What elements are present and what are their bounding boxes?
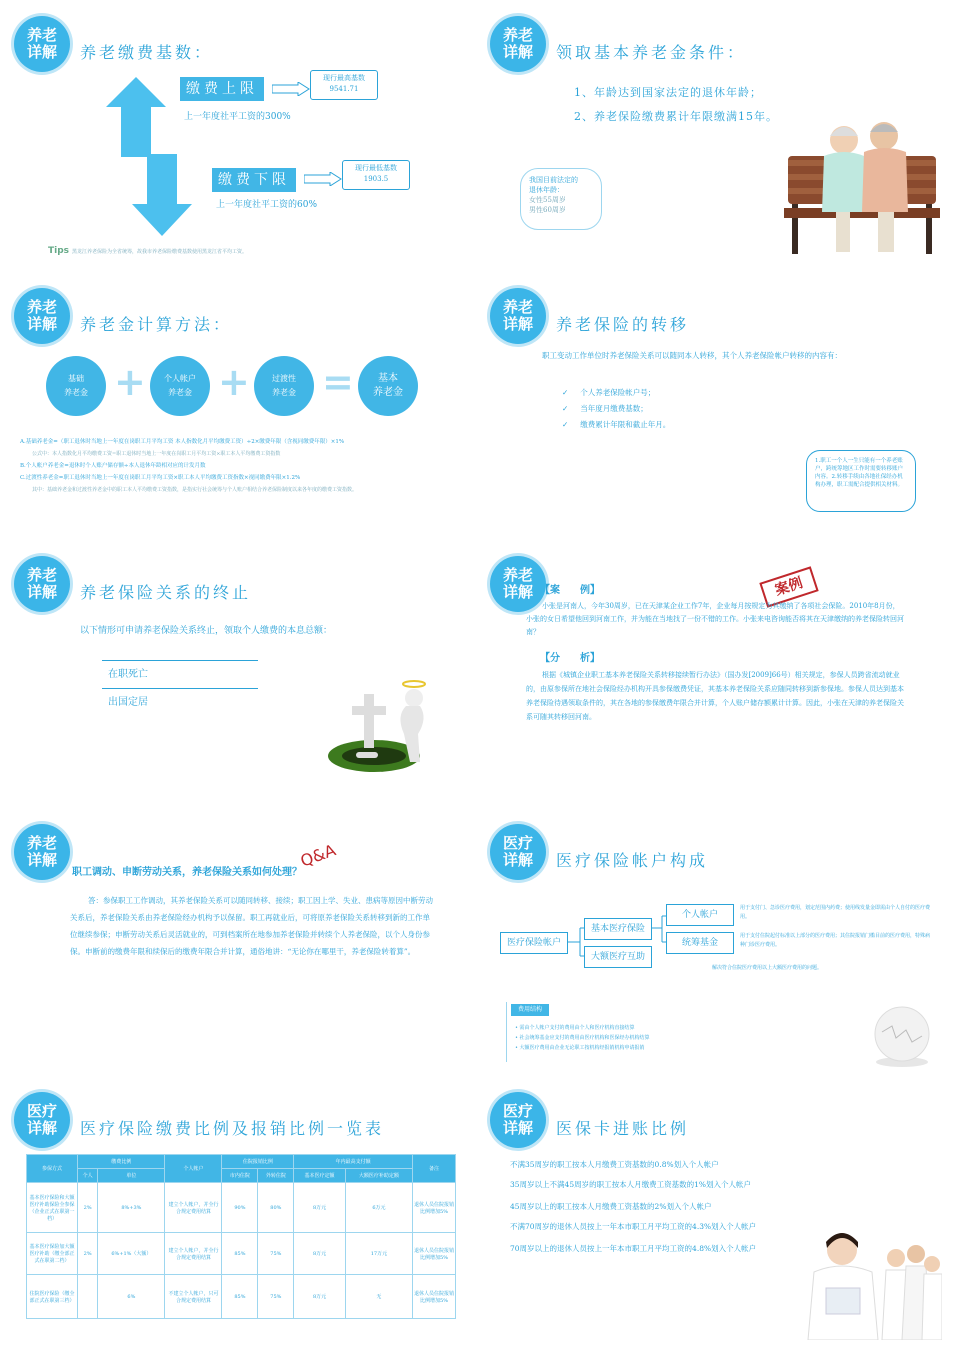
table-subheader: 基本医疗定额: [294, 1169, 346, 1183]
item-text: 当年度月缴费基数；: [580, 404, 648, 413]
circle-line-2: 养老金: [373, 387, 403, 398]
condition-2: 2、养老保险缴费累计年限缴满15年。: [574, 110, 778, 123]
slide-title: 医疗保险缴费比例及报销比例一览表: [80, 1119, 385, 1138]
medical-staff-image: [792, 1228, 942, 1340]
pension-badge: [490, 16, 546, 72]
table-cell: 80%: [258, 1183, 294, 1233]
circle-line-2: 养老金: [168, 388, 192, 397]
table-subheader-row: [27, 1169, 456, 1183]
table-cell: 不建立个人帐户，只可合规定费用结算: [165, 1275, 222, 1319]
badge-line-2: 详解: [26, 43, 57, 61]
table-cell: 退休人员住院报销比例增加5%: [413, 1275, 456, 1319]
item-text: 缴费累计年限和截止年月。: [580, 420, 671, 429]
badge-line-2: 详解: [502, 583, 533, 601]
ratio-line-5: 70周岁以上的退休人员按上一年本市职工月平均工资的4.8%划入个人帐户: [510, 1244, 757, 1253]
up-arrow-icon: [106, 77, 166, 157]
formula-a-note: 公式中：本人指数化月平均缴费工资=职工退休时当地上一年度在岗职工月平均工资×职工本人平均缴费工资指数: [32, 451, 281, 457]
formula-c: C.过渡性养老金=职工退休时当地上一年度在岗职工月平均工资×职工本人平均缴费工资指数×视同缴费年限×1.2%: [20, 475, 301, 481]
badge-line-2: 详解: [26, 851, 57, 869]
table-header: 参保方式: [27, 1155, 78, 1183]
badge-line-1: 养老: [26, 298, 57, 316]
usage-item-2: • 社会统筹基金应支付的费用由医疗机构和医保经办机构结算: [515, 1035, 650, 1041]
lower-desc: 上一年度社平工资的60%: [216, 200, 318, 210]
circle-line-1: 个人帐户: [164, 374, 196, 383]
transfer-note-bubble: 1.职工一个人一生只能有一个养老账户，跨统筹地区工作时需要转移账户内容。2.转移手续由各地社保经办机构办理，职工需配合提供相关材料。: [806, 450, 916, 512]
divider-line: [102, 660, 258, 661]
termination-item-2: 出国定居: [108, 697, 148, 708]
check-icon: ✓: [562, 420, 569, 429]
table-cell: 2%: [78, 1183, 98, 1233]
slide-medical-card-ratio: [486, 1088, 946, 1342]
note-line-1: 我国目前法定的: [529, 176, 578, 184]
case-text: 小张是河南人，今年30周岁，已在天津某企业工作7年，企业每月按规定为其缴纳了各项社会保险。2010年8月份，小张的女日希望他回到河南工作，并为能在当地找了一份不错的工作。小张来电咨询能否将其在天津缴纳的养老保险转回河南？: [526, 602, 904, 636]
slide-title: 养老保险关系的终止: [80, 583, 252, 602]
pension-badge: [490, 288, 546, 344]
personal-account-desc: 用于支付门、急诊医疗费用，划定范围内药费；使用线发量金即需由个人自付的医疗费用。: [740, 905, 931, 920]
termination-intro: 以下情形可申请养老保险关系终止，领取个人缴费的本息总额：: [80, 626, 333, 636]
note-line-2: 退休年龄：: [529, 186, 564, 194]
badge-line-2: 详解: [502, 1119, 533, 1137]
down-arrow-icon: [132, 154, 192, 236]
badge-line-1: 养老: [26, 26, 57, 44]
circle-line-2: 养老金: [64, 388, 88, 397]
qa-answer: 答：参保职工工作调动，其养老保险关系可以随同转移、接续；职工因上学、失业、患病等原因中断劳动关系后，养老保险关系由养老保险经办机构予以保留。职工再就业后，可将原养老保险关系转移到新的工作单位继续参保；申断劳动关系后灵活就业的，可到档案所在地参加养老保险并转续个人养老保险，以个人身份参保。申断前的缴费年限和续保后的缴费年限合并计算，通俗地讲：“无论你在哪里干，养老保险转着算”。: [70, 896, 433, 956]
check-icon: ✓: [562, 388, 569, 397]
pooling-fund-node: 统筹基金: [666, 932, 734, 954]
table-cell: 基本医疗保险加大额医疗补助（缴全部正式在职第二档）: [27, 1233, 78, 1275]
transfer-intro: 职工变动工作单位时养老保险关系可以随同本人转移，其个人养老保险帐户转移的内容有：: [542, 351, 842, 360]
badge-line-1: 养老: [502, 298, 533, 316]
badge-line-2: 详解: [26, 1119, 57, 1137]
retirement-age-note: [520, 168, 602, 230]
slide-pension-termination: [10, 552, 470, 806]
table-subheader: 单位: [98, 1169, 165, 1183]
slide-title: 医疗保险帐户构成: [556, 851, 709, 870]
badge-line-2: 详解: [502, 43, 533, 61]
basic-pension-circle: [46, 356, 106, 416]
right-arrow-icon: [304, 172, 342, 186]
personal-account-circle: [150, 356, 210, 416]
medical-badge: [490, 1092, 546, 1148]
table-cell: 6万元: [345, 1183, 412, 1233]
equals-sign: =: [322, 360, 354, 404]
table-cell: 17万元: [345, 1233, 412, 1275]
table-row: [27, 1275, 456, 1319]
ratio-line-1: 不满35周岁的职工按本人月缴费工资基数的0.8%划入个人帐户: [510, 1160, 719, 1169]
basic-medical-node: 基本医疗保险: [584, 918, 652, 940]
table-subheader: 个人: [78, 1169, 98, 1183]
table-cell: 8万元: [294, 1233, 346, 1275]
slide-pension-transfer: [486, 284, 946, 538]
table-header: 年内最高支付额: [294, 1155, 413, 1169]
pension-badge: [14, 824, 70, 880]
table-cell: 基本医疗保险和大额医疗补助保险全参保（企业正式在职第一档）: [27, 1183, 78, 1233]
slide-medical-rates-table: [10, 1088, 470, 1342]
lower-box-label: 现行最低基数: [355, 164, 397, 172]
qa-question: 职工调动、申断劳动关系，养老保险关系如何处理？: [72, 867, 302, 878]
table-cell: 退休人员住院报销比例增加5%: [413, 1233, 456, 1275]
slide-pension-conditions: [486, 12, 946, 266]
medical-rates-table: [26, 1154, 456, 1319]
table-cell: [78, 1275, 98, 1319]
transitional-pension-circle: [254, 356, 314, 416]
termination-item-1: 在职死亡: [108, 669, 148, 680]
formula-a: A.基础养老金=（职工退休时当地上一年度在岗职工月平均工资 本人指数化月平均缴费工资）÷2×缴费年限（含视同缴费年限）×1%: [20, 439, 345, 445]
circle-line-1: 过渡性: [272, 374, 296, 383]
table-cell: 90%: [222, 1183, 258, 1233]
upper-box-value: 9541.71: [329, 85, 359, 93]
table-row: [27, 1183, 456, 1233]
note-line-4: 男性60周岁: [529, 206, 566, 214]
major-medical-node: 大额医疗互助: [584, 946, 652, 968]
table-cell: 8万元: [294, 1275, 346, 1319]
check-icon: ✓: [562, 404, 569, 413]
usage-item-3: • 大额医疗费用由企业无论职工按机构经报销机构申请报销: [515, 1045, 645, 1051]
major-medical-desc: 解决符合住院医疗费用以上大额医疗费用的问题。: [712, 965, 823, 971]
note-line-3: 女性55周岁: [529, 196, 566, 204]
ratio-line-2: 35周岁以上不满45周岁的职工按本人月缴费工资基数的1%划入个人帐户: [510, 1180, 751, 1189]
table-cell: 住院医疗保险（缴全部正式在职第三档）: [27, 1275, 78, 1319]
table-cell: 建立个人帐户，并全行合规定费用结算: [165, 1233, 222, 1275]
upper-desc: 上一年度社平工资的300%: [184, 112, 291, 122]
badge-line-1: 养老: [26, 566, 57, 584]
ratio-line-4: 不满70周岁的退休人员按上一年本市职工月平均工资的4.3%划入个人帐户: [510, 1222, 757, 1231]
table-cell: 6%: [98, 1275, 165, 1319]
case-label: 【案 例】: [540, 585, 600, 596]
pension-badge: [14, 288, 70, 344]
table-row: [27, 1233, 456, 1275]
usage-item-text: 大额医疗费用由企业无论职工按机构经报销机构申请报销: [519, 1045, 645, 1051]
plus-sign: +: [218, 360, 250, 404]
table-cell: 6%+1%（大额）: [98, 1233, 165, 1275]
pension-badge: [14, 16, 70, 72]
grave-figure-image: [326, 672, 452, 788]
table-cell: 75%: [258, 1233, 294, 1275]
badge-line-1: 医疗: [26, 1102, 57, 1120]
slide-title: 养老金计算方法：: [80, 315, 233, 334]
upper-box-label: 现行最高基数: [323, 74, 365, 82]
lower-limit-box: [342, 160, 410, 190]
divider-line: [102, 688, 258, 689]
table-header: 个人帐户: [165, 1155, 222, 1183]
table-header: 住院报销比例: [222, 1155, 294, 1169]
slide-pension-base: [10, 12, 470, 266]
formula-c-note: 其中：基础养老金和过渡性养老金中的职工本人平均缴费工资指数，是指实行社会统筹与个人账户相结合养老保险制度以来各年度的缴费工资指数。: [32, 487, 358, 493]
case-stamp: 案例: [759, 566, 818, 607]
table-cell: 75%: [258, 1275, 294, 1319]
slide-title: 领取基本养老金条件：: [556, 43, 747, 62]
circle-line-1: 基础: [68, 374, 84, 383]
table-cell: 2%: [78, 1233, 98, 1275]
medical-badge: [14, 1092, 70, 1148]
table-header: 缴费比例: [78, 1155, 165, 1169]
transfer-item-2: [562, 402, 648, 416]
badge-line-1: 养老: [26, 834, 57, 852]
table-cell: 无: [345, 1275, 412, 1319]
usage-item-1: • 需由个人帐户支付的费用由个人和医疗机构直接结算: [515, 1025, 635, 1031]
usage-item-text: 需由个人帐户支付的费用由个人和医疗机构直接结算: [519, 1025, 635, 1031]
circle-line-2: 养老金: [272, 388, 296, 397]
formula-b: B.个人帐户养老金=退休时个人账户储存额÷本人退休年龄相对应的计发月数: [20, 463, 206, 469]
tips-text: 黑龙江养老保险为全省统筹，故我市养老保险缴费基数使用黑龙江省平均工资。: [72, 249, 248, 255]
table-cell: 退休人员住院报销比例增加5%: [413, 1183, 456, 1233]
slide-title: 养老保险的转移: [556, 315, 690, 334]
table-cell: 8万元: [294, 1183, 346, 1233]
tips-label: Tips: [48, 246, 70, 256]
item-text: 个人养老保险帐户号；: [580, 388, 656, 397]
qa-mark: Q&A: [297, 840, 339, 871]
badge-line-2: 详解: [502, 851, 533, 869]
total-pension-circle: [358, 356, 418, 416]
pooling-fund-desc: 用于支付住院起付标准以上部分的医疗费用；其住院报销门槛目前的医疗费用，特殊病种门诊医疗费用。: [740, 933, 931, 948]
slide-case-study: [486, 552, 946, 806]
slide-title: 养老缴费基数：: [80, 43, 214, 62]
badge-line-2: 详解: [26, 583, 57, 601]
table-cell: 建立个人帐户，并全行合规定费用结算: [165, 1183, 222, 1233]
lower-box-value: 1903.5: [363, 175, 389, 183]
transfer-item-1: [562, 386, 655, 400]
slide-qa: [10, 820, 470, 1074]
condition-1: 1、年龄达到国家法定的退休年龄；: [574, 86, 762, 99]
table-subheader: 外转住院: [258, 1169, 294, 1183]
transfer-item-3: [562, 418, 670, 432]
badge-line-1: 医疗: [502, 834, 533, 852]
usage-label: 费用结构: [511, 1004, 549, 1016]
badge-line-2: 详解: [26, 315, 57, 333]
lower-limit-label: 缴费下限: [212, 168, 296, 192]
table-header-row: [27, 1155, 456, 1169]
medical-account-root: 医疗保险帐户: [500, 932, 568, 954]
slide-pension-calculation: [10, 284, 470, 538]
badge-line-2: 详解: [502, 315, 533, 333]
analysis-label: 【分 析】: [540, 653, 600, 664]
badge-line-1: 养老: [502, 566, 533, 584]
elderly-couple-image: [782, 116, 942, 264]
upper-limit-box: [310, 70, 378, 100]
pension-badge: [14, 556, 70, 612]
slide-title: 医保卡进账比例: [556, 1119, 690, 1138]
personal-account-node: 个人帐户: [666, 904, 734, 926]
usage-panel: [506, 1002, 777, 1062]
table-subheader: 大额医疗补助定额: [345, 1169, 412, 1183]
slide-medical-account: [486, 820, 946, 1074]
analysis-text: 根据《城镇企业职工基本养老保险关系转移接续暂行办法》（国办发[2009]66号）相关规定，参保人员跨省流动就业的，由原参保所在地社会保险经办机构开具参保缴费凭证，其基本养老保险关系应随同转移到新参保地。参保人员达到基本养老保险待遇领取条件的，其在各地的参保缴费年限合并计算，个人账户储存额累计计算。因此，小张在天津的养老保险关系可随其转移回河南。: [526, 671, 904, 721]
table-header: 备注: [413, 1155, 456, 1183]
usage-item-text: 社会统筹基金应支付的费用由医疗机构和医保经办机构结算: [519, 1035, 650, 1041]
table-cell: 8%+3%: [98, 1183, 165, 1233]
right-arrow-icon: [272, 82, 310, 96]
ratio-line-3: 45周岁以上的职工按本人月缴费工资基数的2%划入个人帐户: [510, 1202, 712, 1211]
table-subheader: 市内住院: [222, 1169, 258, 1183]
table-cell: 85%: [222, 1275, 258, 1319]
plus-sign: +: [114, 360, 146, 404]
badge-line-1: 养老: [502, 26, 533, 44]
upper-limit-label: 缴费上限: [180, 77, 264, 101]
badge-line-1: 医疗: [502, 1102, 533, 1120]
table-cell: 85%: [222, 1233, 258, 1275]
cracked-egg-image: [866, 1002, 936, 1070]
circle-line-1: 基本: [378, 373, 398, 384]
